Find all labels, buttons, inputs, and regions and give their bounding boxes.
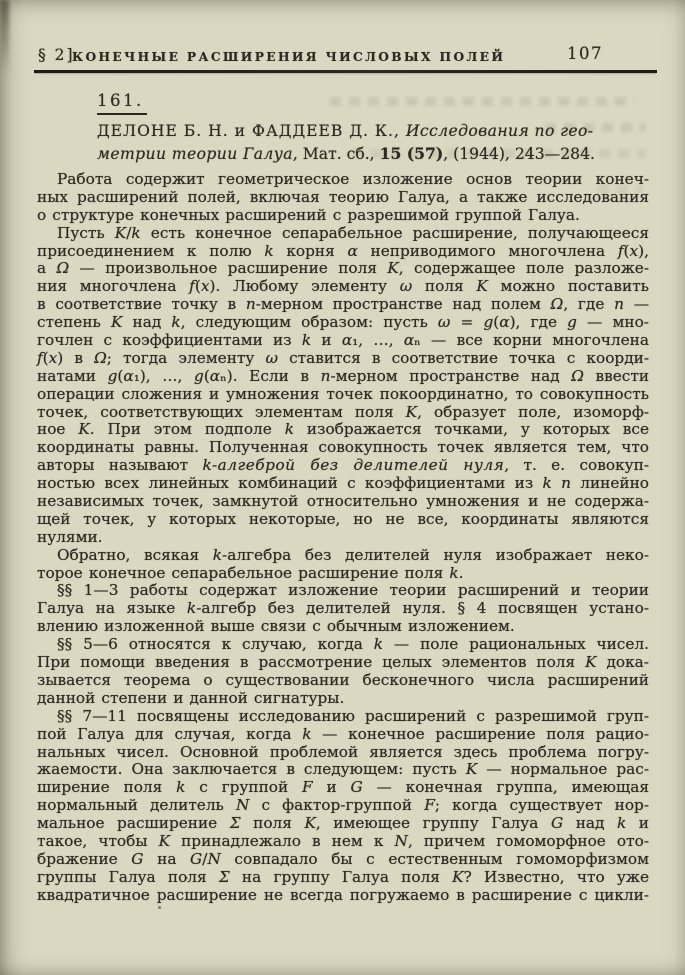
- paragraph: [37, 547, 649, 583]
- text-line: нормальный делитель N с фактор-группой F; когда существует нор-: [37, 796, 649, 815]
- citation-segment: метрии теории Галуа: [97, 144, 293, 163]
- abstract-text: [37, 171, 649, 905]
- running-header: [0, 0, 685, 70]
- text-line: Работа содержит геометрическое изложение основ теории конеч-: [57, 170, 649, 188]
- text-line: степень K над k, следующим образом: пусть ω = g(α), где g — мно-: [37, 313, 649, 332]
- text-line: данной степени и данной сигнатуры.: [37, 688, 345, 707]
- text-line: в соответствие точку в n-мерном пространстве над полем Ω, где n —: [37, 295, 649, 314]
- paragraph: [37, 636, 649, 708]
- text-line: мальное расширение Σ поля K, имеющее группу Галуа G над k и: [37, 814, 649, 833]
- citation-segment: Исследования по гео-: [405, 122, 594, 140]
- text-line: такое, чтобы K принадлежало в нем к N, причем гомоморфное ото-: [37, 831, 649, 850]
- citation-segment: ДЕЛОНЕ Б. Н. и ФАДДЕЕВ Д. К.,: [97, 122, 406, 140]
- entry-number: 161.: [97, 91, 147, 115]
- text-line: При помощи введения в рассмотрение целых элементов поля K дока-: [37, 653, 649, 672]
- text-line: ностью всех линейных комбинаций с коэффициентами из k n линейно: [37, 474, 649, 493]
- text-line: присоединением к полю k корня α неприводимого многочлена f(x),: [37, 241, 649, 260]
- text-line: операции сложения и умножения точек покоординатно, то совокупность: [37, 384, 649, 403]
- section-label: § 2]: [38, 46, 75, 64]
- bleedthrough-artifact: [330, 97, 635, 106]
- text-line: ных расширений полей, включая теорию Галуа, а также исследования: [37, 187, 649, 206]
- text-line: о структуре конечных расширений с разрешимой группой Галуа.: [37, 205, 580, 224]
- text-line: Пусть K/k есть конечное сепарабельное расширение, получающееся: [57, 223, 649, 242]
- text-line: §§ 7—11 посвящены исследованию расширений с разрешимой груп-: [57, 706, 649, 725]
- text-line: Галуа на языке k-алгебр без делителей нуля. § 4 посвящен устано-: [37, 599, 649, 618]
- paragraph: [37, 708, 649, 905]
- text-line: ширение поля k с группой F и G — конечная группа, имеющая: [37, 778, 649, 797]
- text-line: независимых точек, замкнутой относительно умножения и не содержа-: [37, 492, 649, 511]
- citation-line: [97, 120, 637, 143]
- citation-segment: 15 (57): [379, 143, 444, 163]
- text-line: торое конечное сепарабельное расширение поля k.: [37, 563, 464, 582]
- ink-speck: [158, 906, 161, 909]
- text-line: §§ 1—3 работы содержат изложение теории расширений и теории: [57, 581, 649, 600]
- paragraph: [37, 582, 649, 636]
- citation: [97, 120, 637, 165]
- text-line: натами g(α₁), …, g(αₙ). Если в n-мерном пространстве над Ω ввести: [37, 366, 650, 385]
- text-line: пой Галуа для случая, когда k — конечное расширение поля рацио-: [37, 724, 649, 743]
- text-line: группы Галуа поля Σ на группу Галуа поля K? Известно, что уже: [37, 867, 649, 886]
- text-line: влению изложенной выше связи с обычным изложением.: [37, 617, 515, 636]
- text-line: ное K. При этом подполе k изображается точками, у которых все: [37, 420, 649, 439]
- page-number: 107: [567, 44, 603, 63]
- running-title: КОНЕЧНЫЕ РАСШИРЕНИЯ ЧИСЛОВЫХ ПОЛЕЙ: [72, 50, 506, 64]
- citation-segment: , Мат. сб.,: [292, 144, 380, 163]
- scan-shadow: [0, 0, 9, 75]
- text-line: Обратно, всякая k-алгебра без делителей нуля изображает неко-: [57, 545, 649, 564]
- text-line: §§ 5—6 относятся к случаю, когда k — поле рациональных чисел.: [57, 635, 649, 654]
- text-line: щей точек, у которых некоторые, но не все, координаты являются: [37, 509, 649, 528]
- text-line: бражение G на G/N совпадало бы с естественным гомоморфизмом: [37, 849, 649, 868]
- citation-segment: , (1944), 243—284.: [443, 144, 595, 163]
- text-line: квадратичное расширение не всегда погружаемо в расширение с цикли-: [37, 885, 649, 904]
- paragraph: [37, 225, 649, 547]
- text-line: гочлен с коэффициентами из k и α₁, …, αₙ — все корни многочлена: [37, 331, 649, 350]
- text-line: авторы называют k-алгеброй без делителей нуля, т. е. совокуп-: [37, 456, 649, 475]
- text-line: нулями.: [37, 527, 103, 546]
- text-line: нальных чисел. Основной проблемой является здесь проблема погру-: [37, 742, 649, 761]
- text-line: координаты равны. Полученная совокупность точек является тем, что: [37, 438, 649, 457]
- text-line: зывается теорема о существовании бесконечного числа расширений: [37, 670, 649, 689]
- text-line: жаемости. Она заключается в следующем: пусть K — нормальное рас-: [37, 760, 649, 779]
- text-line: ния многочлена f(x). Любому элементу ω поля K можно поставить: [37, 277, 649, 296]
- citation-line: [97, 143, 637, 166]
- text-line: точек, соответствующих элементам поля K, образует поле, изоморф-: [37, 402, 649, 421]
- text-line: а Ω — произвольное расширение поля K, содержащее поле разложе-: [37, 259, 649, 278]
- text-line: f(x) в Ω; тогда элементу ω ставится в соответствие точка с коорди-: [37, 348, 649, 367]
- header-rule: [34, 70, 657, 73]
- paragraph: [37, 171, 649, 225]
